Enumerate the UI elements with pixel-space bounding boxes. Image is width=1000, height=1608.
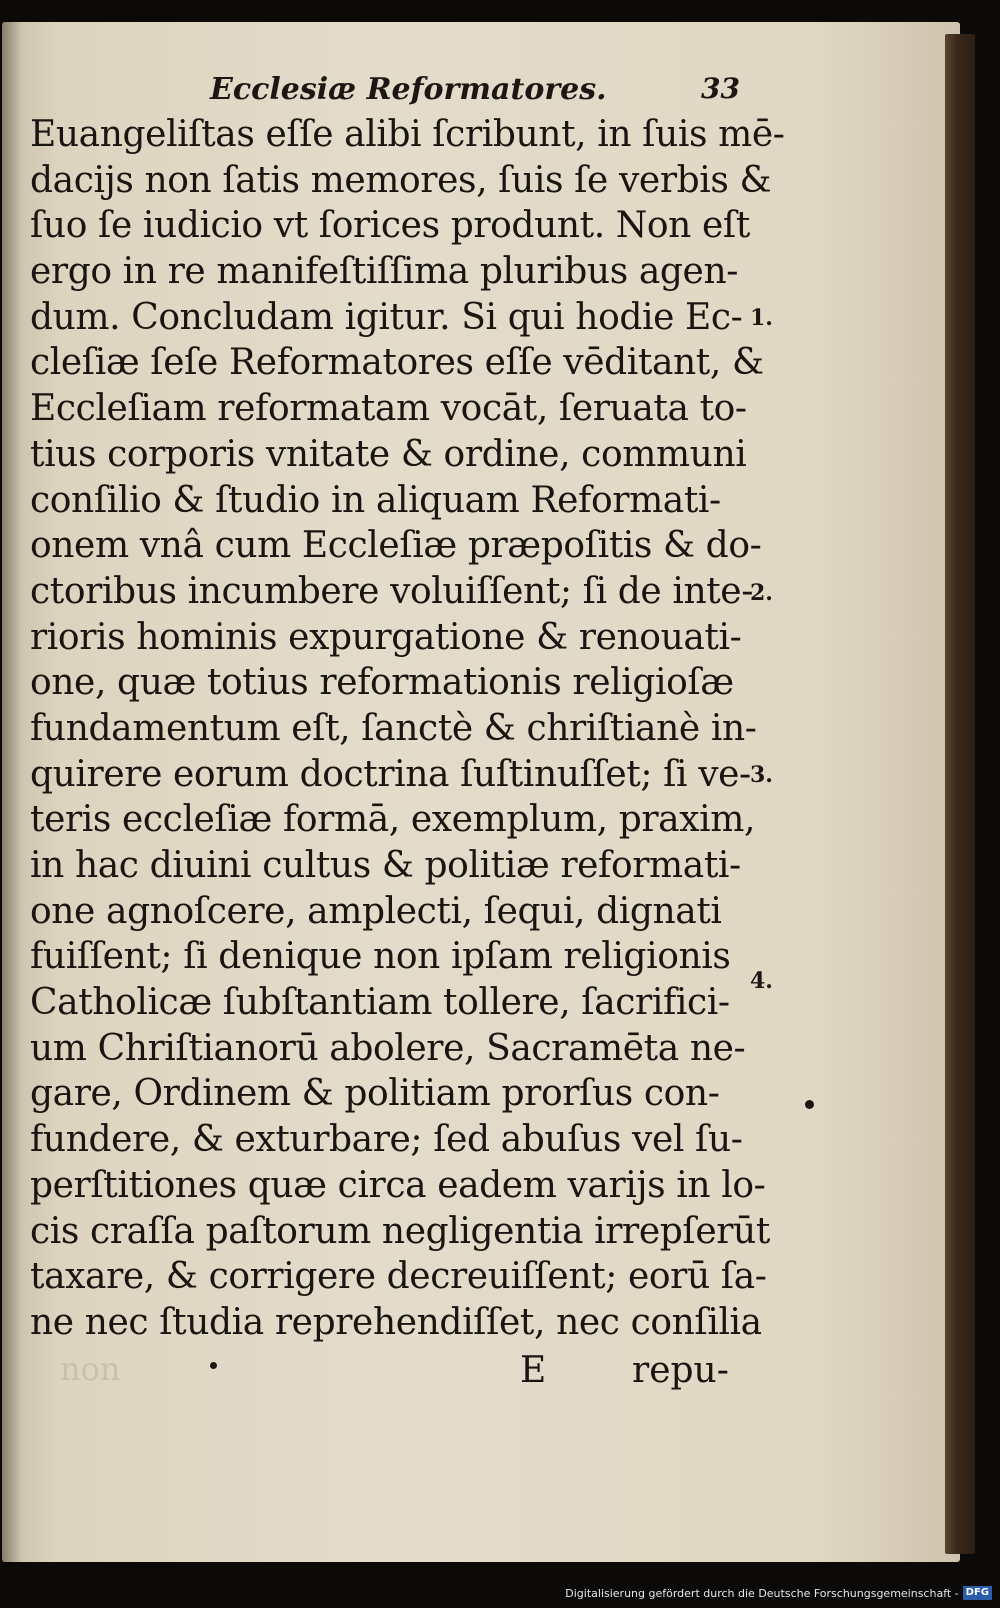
- margin-note-1: 1.: [750, 305, 773, 331]
- text-line: quirere eorum doctrina ſuſtinuſſet; ſi ve-: [30, 753, 751, 795]
- text-line: ſuo ſe iudicio vt ſorices produnt. Non eſt: [30, 205, 750, 247]
- ink-speck: [805, 1100, 814, 1109]
- margin-note-3: 3.: [750, 762, 773, 788]
- text-line: Euangeliſtas eſſe alibi ſcribunt, in ſuis mē-: [30, 114, 785, 155]
- text-line: Eccleſiam reformatam vocāt, ſeruata to-: [30, 388, 747, 430]
- text-line: fundamentum eſt, ſanctè & chriſtianè in-: [30, 707, 757, 749]
- signature-mark: E: [520, 1350, 547, 1391]
- text-line: conſilio & ſtudio in aliquam Reformati-: [30, 479, 721, 521]
- text-line: gare, Ordinem & politiam prorſus con-: [30, 1073, 720, 1115]
- text-line: one agnoſcere, amplecti, ſequi, dignati: [30, 890, 722, 932]
- text-line: teris eccleſiæ formā, exemplum, praxim,: [30, 799, 756, 841]
- running-title: Ecclesiæ Reformatores.: [210, 72, 607, 107]
- text-line: cis craſſa paſtorum negligentia irrepſerūt: [30, 1210, 770, 1252]
- text-line: cleſiæ ſeſe Reformatores eſſe vēditant, &: [30, 342, 764, 384]
- text-line: taxare, & corrigere decreuiſſent; eorū ſa-: [30, 1256, 767, 1298]
- text-line: fundere, & exturbare; ſed abuſus vel ſu-: [30, 1119, 743, 1161]
- page-edge: [945, 34, 975, 1554]
- credit-text: Digitalisierung gefördert durch die Deutsche Forschungsgemeinschaft -: [565, 1586, 959, 1600]
- dfg-logo: DFG: [963, 1586, 992, 1600]
- text-line: ne nec ſtudia reprehendiſſet, nec conſilia: [30, 1301, 762, 1343]
- page-number: 33: [701, 72, 740, 105]
- text-line: rioris hominis expurgatione & renouati-: [30, 616, 742, 658]
- catchword: repu-: [632, 1350, 729, 1391]
- text-line: dacijs non ſatis memores, ſuis ſe verbis &: [30, 159, 772, 201]
- text-line: ergo in re manifeſtiſſima pluribus agen-: [30, 251, 738, 293]
- text-line: one, quæ totius reformationis religioſæ: [30, 662, 734, 704]
- body-text: [30, 112, 785, 1346]
- text-line: in hac diuini cultus & politiæ reformati-: [30, 845, 741, 886]
- ink-dot: [210, 1362, 217, 1369]
- text-line: onem vnâ cum Eccleſiæ præpoſitis & do-: [30, 525, 762, 567]
- text-line: dum. Concludam igitur. Si qui hodie Ec-: [30, 296, 743, 338]
- catchline: [30, 1350, 750, 1395]
- text-line: perſtitiones quæ circa eadem varijs in lo-: [30, 1164, 766, 1206]
- text-line: um Chriſtianorū abolere, Sacramēta ne-: [30, 1027, 746, 1069]
- margin-note-4: 4.: [750, 968, 773, 994]
- digitization-credit: [565, 1585, 992, 1601]
- bleed-through-text: non: [60, 1350, 121, 1388]
- text-line: fuiſſent; ſi denique non ipſam religionis: [30, 936, 731, 978]
- text-line: Catholicæ ſubſtantiam tollere, ſacrifici-: [30, 982, 730, 1024]
- gutter-shadow: [2, 22, 22, 1562]
- margin-note-2: 2.: [750, 580, 773, 606]
- text-line: ctoribus incumbere voluiſſent; ſi de inte-: [30, 570, 753, 612]
- text-line: tius corporis vnitate & ordine, communi: [30, 433, 747, 475]
- page-header: [210, 72, 740, 112]
